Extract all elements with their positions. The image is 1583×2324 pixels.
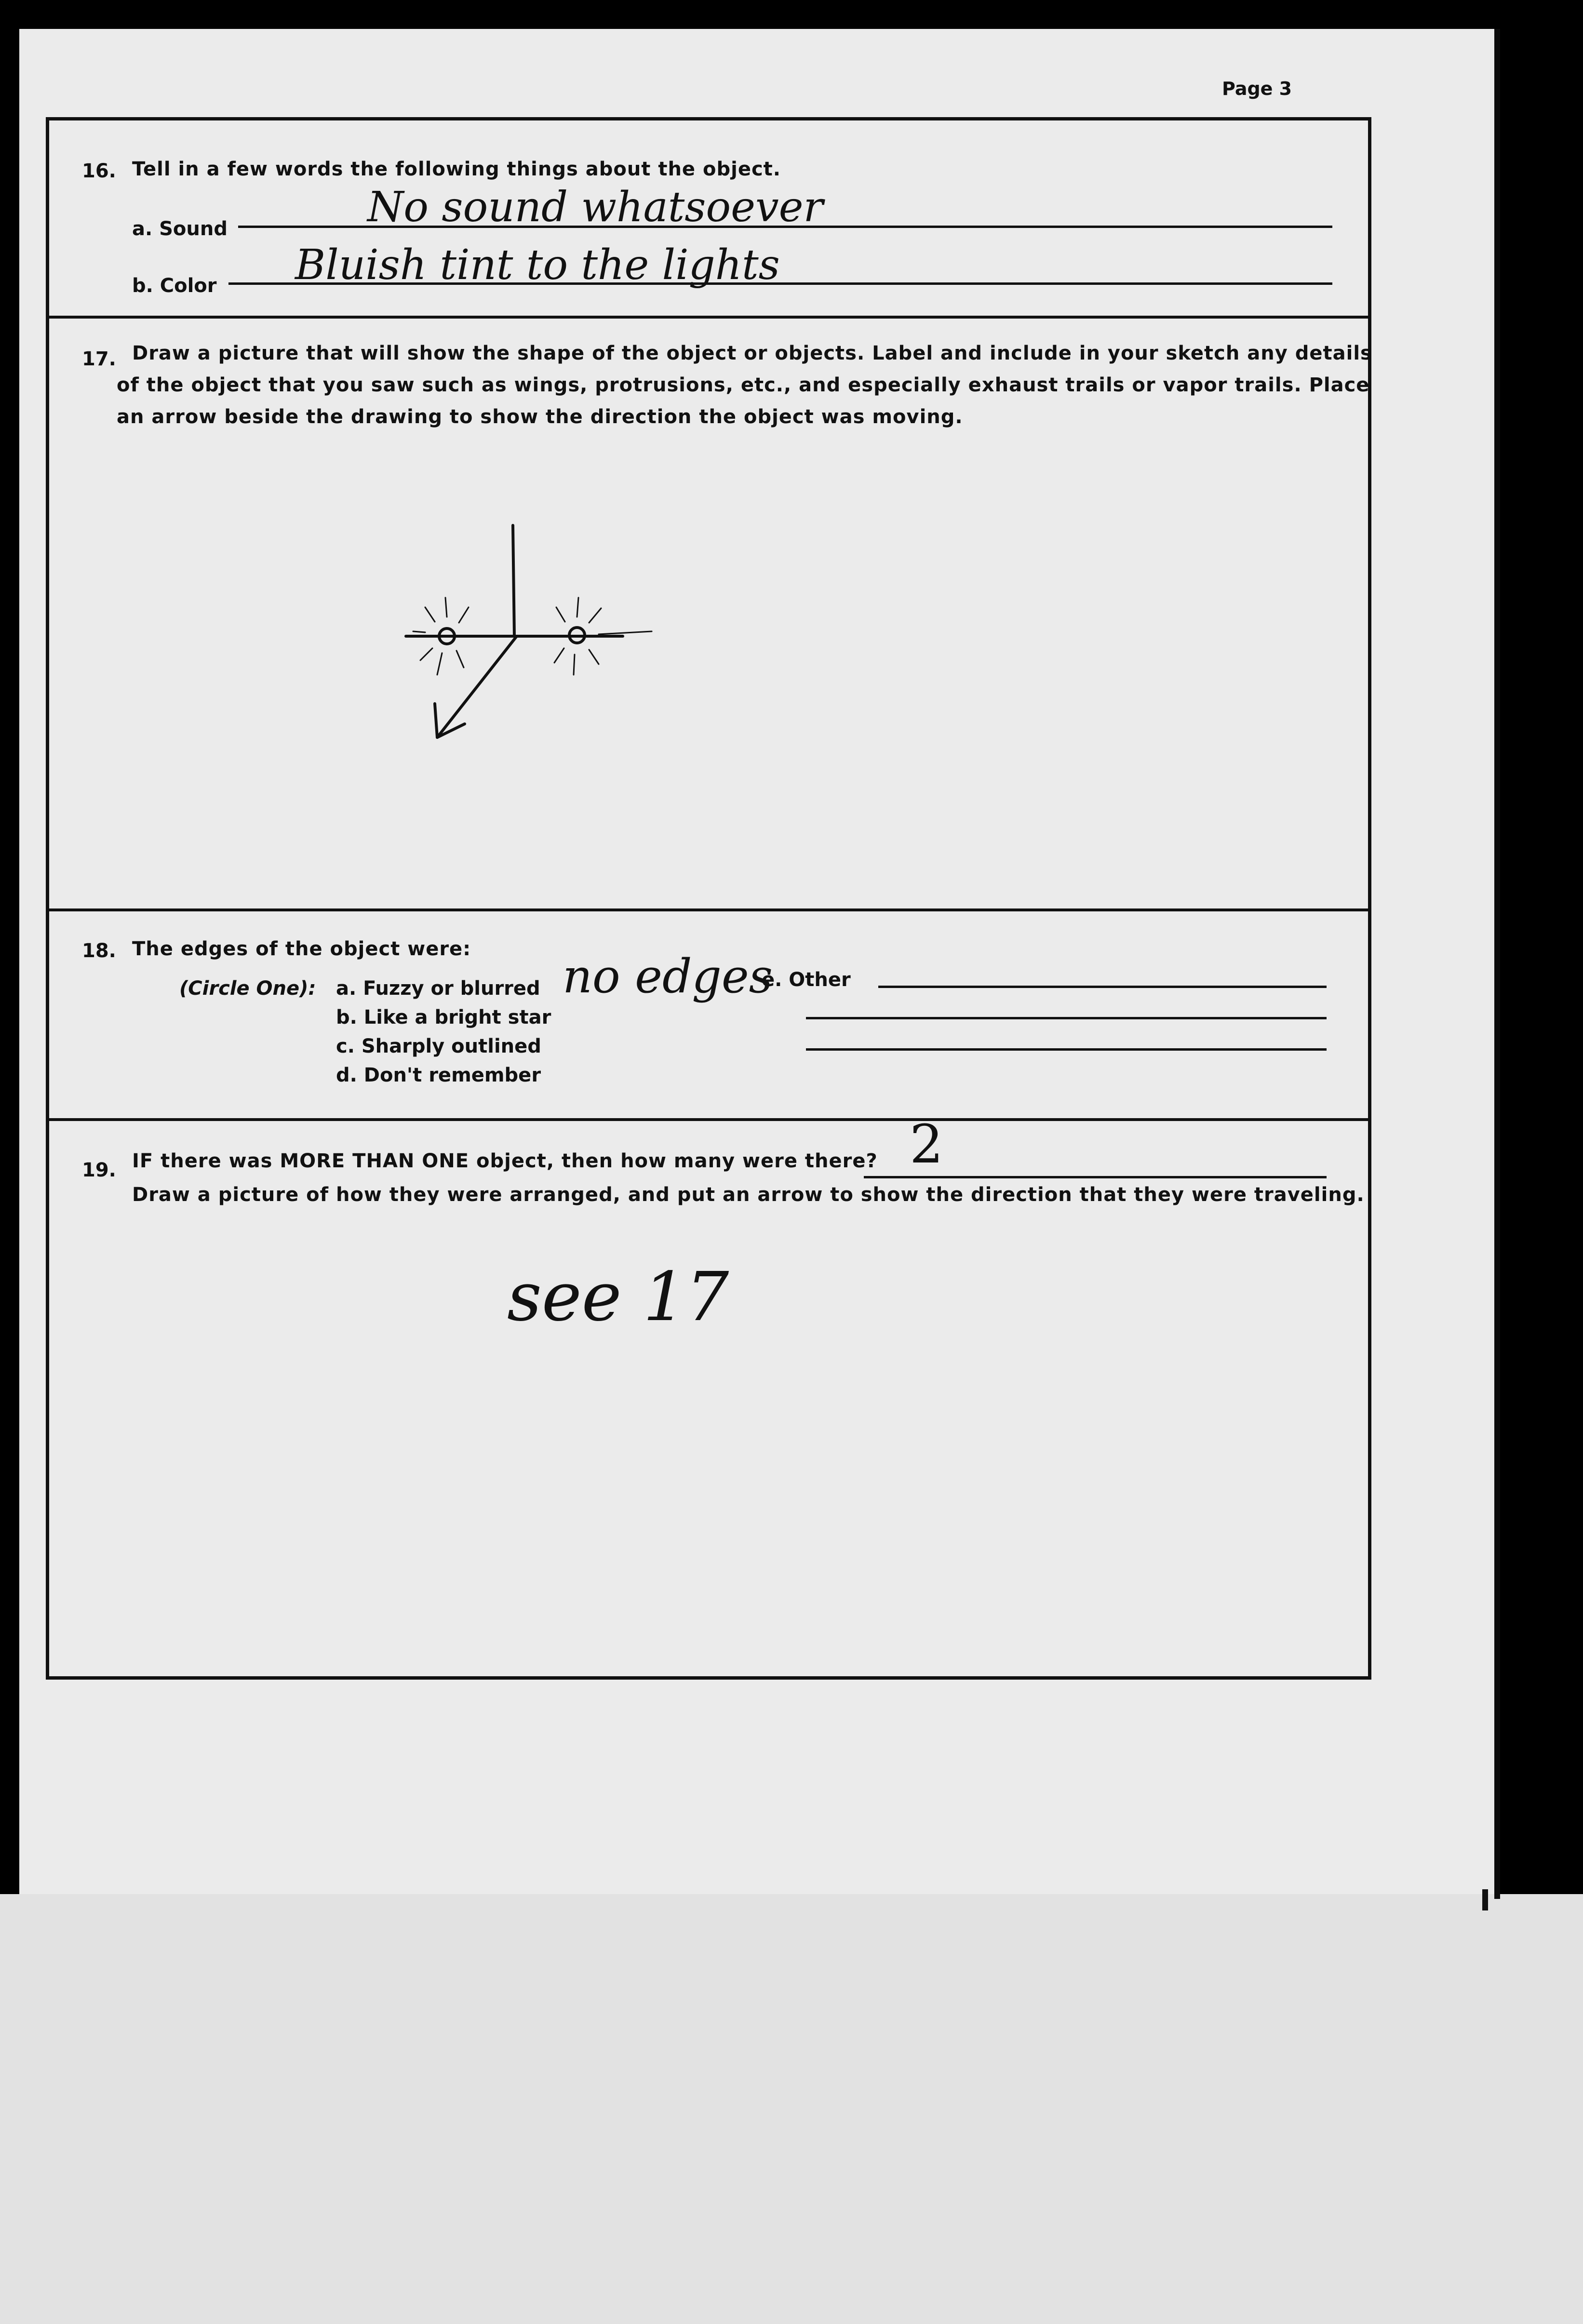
q19-answer-count: 2 — [910, 1113, 943, 1175]
q17-number: 17. — [82, 348, 116, 370]
q16-prompt: Tell in a few words the following things about the object. — [132, 158, 781, 180]
q18-number: 18. — [82, 940, 116, 962]
q19-number: 19. — [82, 1159, 116, 1181]
lower-page-area — [0, 1894, 1583, 2324]
q16-number: 16. — [82, 160, 116, 182]
q18-circle-one: (Circle One): — [179, 977, 316, 1000]
q19-line-2: Draw a picture of how they were arranged, and put an arrow to show the direction that they were traveling. — [132, 1184, 1365, 1206]
q18-option-e: e. Other — [762, 969, 851, 991]
q18-other-line-1 — [878, 986, 1327, 988]
section-divider-17-18 — [49, 908, 1368, 911]
q16-sound-label: a. Sound — [132, 218, 228, 240]
q18-option-c: c. Sharply outlined — [336, 1035, 541, 1057]
q18-other-line-2 — [806, 1017, 1327, 1019]
q18-other-line-3 — [806, 1048, 1327, 1051]
q18-handwritten-answer: no edges — [563, 949, 773, 1003]
q19-count-line — [864, 1176, 1327, 1178]
q18-prompt: The edges of the object were: — [132, 938, 471, 960]
form-frame — [46, 117, 1371, 1680]
q17-sketch — [49, 120, 1375, 1036]
q16-color-answer: Bluish tint to the lights — [295, 241, 780, 289]
section-divider-18-19 — [49, 1118, 1368, 1121]
edge-mark — [1482, 1889, 1488, 1910]
q19-handwritten-answer: see 17 — [507, 1258, 729, 1336]
q17-line-1: Draw a picture that will show the shape of the object or objects. Label and include in your sketch any details — [132, 342, 1372, 364]
q17-line-3: an arrow beside the drawing to show the direction the object was moving. — [117, 406, 963, 428]
q17-line-2: of the object that you saw such as wings, protrusions, etc., and especially exhaust trails or vapor trails. Place — [117, 374, 1370, 396]
q18-option-d: d. Don't remember — [336, 1064, 541, 1086]
q18-option-b: b. Like a bright star — [336, 1006, 551, 1028]
q16-color-label: b. Color — [132, 275, 217, 297]
q18-option-a: a. Fuzzy or blurred — [336, 977, 540, 1000]
page-edge-rule — [1494, 29, 1500, 1899]
page-number: Page 3 — [1222, 78, 1292, 99]
q19-line-1: IF there was MORE THAN ONE object, then how many were there? — [132, 1150, 878, 1172]
q16-sound-answer: No sound whatsoever — [367, 183, 823, 231]
